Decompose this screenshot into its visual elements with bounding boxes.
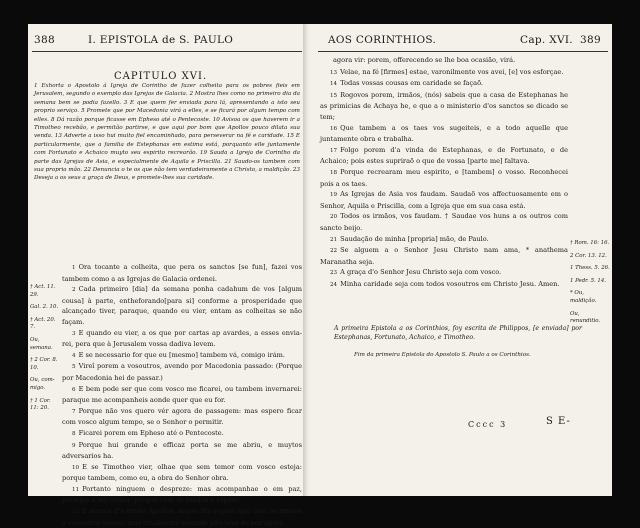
margin-note: 2 Cor. 13. 12. (570, 252, 607, 259)
verse-text: Todos os irmãos, vos faudam. † Saudae vos huns a os outros com sancto beijo. (320, 212, 568, 232)
verse-number: 15 (330, 92, 338, 99)
verse-text: Porque hui grande e efficaz porta se me abriu, e muytos adversarios ha. (62, 440, 302, 461)
verse-text: A graça d'o Senhor Jesu Christo seja com vosco. (340, 268, 502, 277)
margin-note: † 2 Cor. 8. 10. (30, 357, 58, 371)
verse (320, 55, 568, 67)
verse (62, 361, 302, 383)
right-margin-notes (570, 240, 610, 331)
verse-text: Todas vossas cousas em caridade se façaõ. (340, 79, 484, 88)
verse (320, 245, 568, 267)
verse-number: 13 (330, 69, 338, 76)
header-rule (32, 51, 302, 52)
verse-text: As Igrejas de Asia vos faudam. Saudaõ vos affectuosamente em o Senhor, Aquila e Priscilla, com a Igreja que em sua casa está. (320, 190, 568, 210)
catchword: S E- (546, 416, 571, 427)
right-running-head: AOS CORINTHIOS. (328, 34, 437, 46)
header-rule (318, 51, 608, 52)
verse-number: 11 (72, 486, 80, 493)
verse (320, 90, 568, 123)
end-note: Fim da primeira Epistola do Apostolo S. Paulo a os Corinthios. (354, 352, 531, 358)
margin-note: Ou, semana. (30, 336, 53, 351)
left-page-number: 388 (34, 34, 55, 46)
verse-number: 18 (330, 169, 338, 176)
verse (62, 384, 302, 406)
margin-note: † Rom. 16: 16. (570, 240, 610, 246)
verse-text: Que tambem a os taes vos sugeiteis, e a todo aquelle que juntamente obra e trabalha. (320, 123, 568, 144)
verse-number: 22 (330, 248, 338, 255)
chapter-reference: Cap. XVI. (520, 34, 573, 46)
margin-note: † 1 Cor. 11: 20. (30, 397, 51, 412)
right-verses (320, 55, 568, 305)
verse (320, 234, 568, 246)
verse-text: Ficarei porem em Epheso até o Pentecoste. (78, 428, 224, 437)
verse-text: Portanto ninguem o despreze: mas acompanhae o em paz, peraque a my venha: porque com os irmãos o espero. (62, 484, 302, 505)
verse-number: 5 (72, 364, 76, 371)
chapter-summary (34, 82, 300, 258)
verse-text: E acerca d'o irmão Apollos, muyto lhe roguei que com os irmãos a vosoutros viesse: mas totalmente vontade não teve de por agora (62, 507, 302, 527)
verse-text: Ora tocante a colheita, que pera os sanctos [se fun], fazei vos tambem como a as Igrejas de Galacia ordenei. (62, 263, 302, 283)
summary-text: 1 Exhorta o Apostolo á Igreja de Corintho de fazer colheita para os pobres fieis em Jerusalem, segundo o exemplo das Igrejas de Galacia. 2 Mostra lhes como no primeiro dia da semana bem se podia fazello. 3 E que quem fer enviada para lá, apresentando a isto seu proprio serviço. 5 Promete que por Macedonia virá a elles, e se ficará por algum tempo com elles. 8 Dá razão porque ficasse em Epheso até o Pentecoste. 10 Avisoa os que haverem ir a Timotheo recebão, e permitão partirse, e que aqui por bom que Apollos pouco dilata sua venda. 13 Adverte a isso hui muito fiel encaminhado, para perseverar na fé e caridade. 15 E particularmente, que a familia de Estephanas em estima está, porquanto elle juntamente com Fortunato e Achaico muyto seu espirito recrearão. 19 Sauda a Igreja de Corintho da parte das Igrejas de Asia, e especialmente de Aquila e Priscilla. 21 Saudo-os tambem com sua propria mão. 22 Denuncia o te os que não tem verdadeiramente a Christo, a maldição. 23 Deseja a os seus a graça de Deus, e promete-lhes sua caridade. (34, 83, 300, 182)
signature-mark: Cccc 3 (468, 420, 508, 429)
verse-number: 16 (330, 125, 338, 132)
verse-number: 3 (72, 330, 76, 337)
verse-number: 21 (330, 236, 338, 243)
verse-text: Porque não vos quero vér agora de passagem: mas espero ficar com vosco algum tempo, se o Senhor o permitir. (62, 406, 302, 427)
verse-number: 10 (72, 464, 80, 471)
verse (320, 279, 568, 291)
margin-note: † Act. 20. 7. (30, 316, 56, 331)
verse-text: Se alguem a o Senhor Jesu Christo nam ama, * anathema Maranatha seja. (320, 246, 568, 266)
left-verses (62, 262, 302, 527)
right-page-number: 389 (580, 34, 601, 46)
verse-text: Vireî porem a vosoutros, avendo por Macedonia passado: (Porque por Macedonia hei de passar.) (62, 362, 302, 382)
chapter-title: CAPITULO XVI. (114, 71, 208, 82)
verse-number: 8 (72, 430, 76, 437)
verse (62, 462, 302, 484)
verse-number: 17 (330, 147, 338, 154)
verse (62, 440, 302, 462)
verse (320, 67, 568, 79)
left-margin-notes (30, 284, 60, 418)
margin-note: † Act. 11. 29. (30, 284, 56, 298)
margin-note: 1 Pedr. 5. 14. (570, 277, 607, 284)
margin-note: 1 Thess. 5. 26. (570, 265, 610, 272)
verse-number: 1 (72, 265, 76, 271)
verse-text: Rogovos porem, irmãos, (nós) sabeis que a casa de Estephanas he as primicias de Achaya he, e que a o ministerio d'os sanctos se dicado se tem; (320, 90, 568, 121)
verse (62, 428, 302, 440)
margin-note: Ou, renunditio. (570, 310, 601, 325)
verse-number: 19 (330, 192, 338, 199)
verse-number: 2 (72, 287, 76, 294)
verse (320, 167, 568, 189)
verse-number: 7 (72, 408, 76, 415)
closing-note: A primeira Epistola a os Corinthios, foy escrita de Philippos, [e enviada] por Estephanas, Fortunato, Achaico, e Timotheo. (334, 325, 582, 342)
verse-text: Porque recrearam meu espirito, e [tambem] o vosso. Reconhecei pois a os taes. (320, 167, 568, 188)
verse-number: 14 (330, 81, 338, 88)
verse-number: 20 (330, 214, 338, 221)
verse (62, 406, 302, 428)
verse-text: Cada primeiro [dia] da semana ponha cadahum de vos [algum cousa] à parte, entheforando[para si] conforme a prosperidade que alcançado tiver, paraque, quando eu vier, entam as colheitas se não façam. (62, 285, 302, 326)
verse-text: agora vir: porem, offerecendo se lhe boa ocasião, virá. (333, 56, 516, 64)
verse-text: Saudação de minha [propria] mão, de Paulo. (340, 234, 489, 243)
verse-number: 12 (72, 509, 80, 516)
verse (320, 145, 568, 167)
margin-note: Ou, com-migo. (30, 377, 55, 391)
verse (62, 328, 302, 350)
verse-number: 6 (72, 386, 76, 393)
margin-note: * Ou, maldição. (570, 290, 597, 304)
verse-text: E bem pode ser que com vosco me ficarei, ou tambem invernarei: paraque me acompanheis aonde quer que eu for. (62, 384, 302, 405)
right-page (310, 24, 612, 496)
verse (320, 211, 568, 233)
verse-text: E se Timotheo vier, olhae que sem temor com vosco esteja: porque tambem, como eu, a obra do Senhor obra. (62, 462, 302, 483)
left-page (28, 24, 306, 527)
verse-text: Folgo porem d'a vinda de Estephanas, e de Fortunato, e de Achaico; pois estes supriraõ o que de vossa [parte me] faltava. (320, 145, 568, 166)
verse (320, 267, 568, 279)
verse-text: E se necessario for que eu [mesmo] tambem vá, comigo irám. (78, 350, 285, 359)
verse-text: Velae, na fé [firmes] estae, varonilmente vos avei, [e] vos esforçae. (340, 67, 564, 76)
verse-number: 9 (72, 442, 76, 449)
verse (320, 123, 568, 145)
verse (320, 189, 568, 211)
verse-number: 23 (330, 270, 338, 277)
margin-note: Gal. 2. 10. (30, 304, 59, 311)
verse (62, 484, 302, 506)
left-running-head: I. EPISTOLA de S. PAULO (88, 34, 234, 46)
verse (62, 506, 302, 528)
verse (62, 284, 302, 327)
verse (62, 262, 302, 284)
verse-text: E quando eu vier, a os que por cartas ap avardes, a esses envia-rei, pera que à Jerusalem vossa dadiva levem. (62, 328, 302, 349)
verse (320, 78, 568, 90)
verse-number: 24 (330, 281, 338, 288)
verse (62, 350, 302, 362)
verse-text: Minha caridade seja com todos vosoutros em Christo Jesu. Amen. (340, 279, 560, 288)
verse-number: 4 (72, 352, 76, 359)
